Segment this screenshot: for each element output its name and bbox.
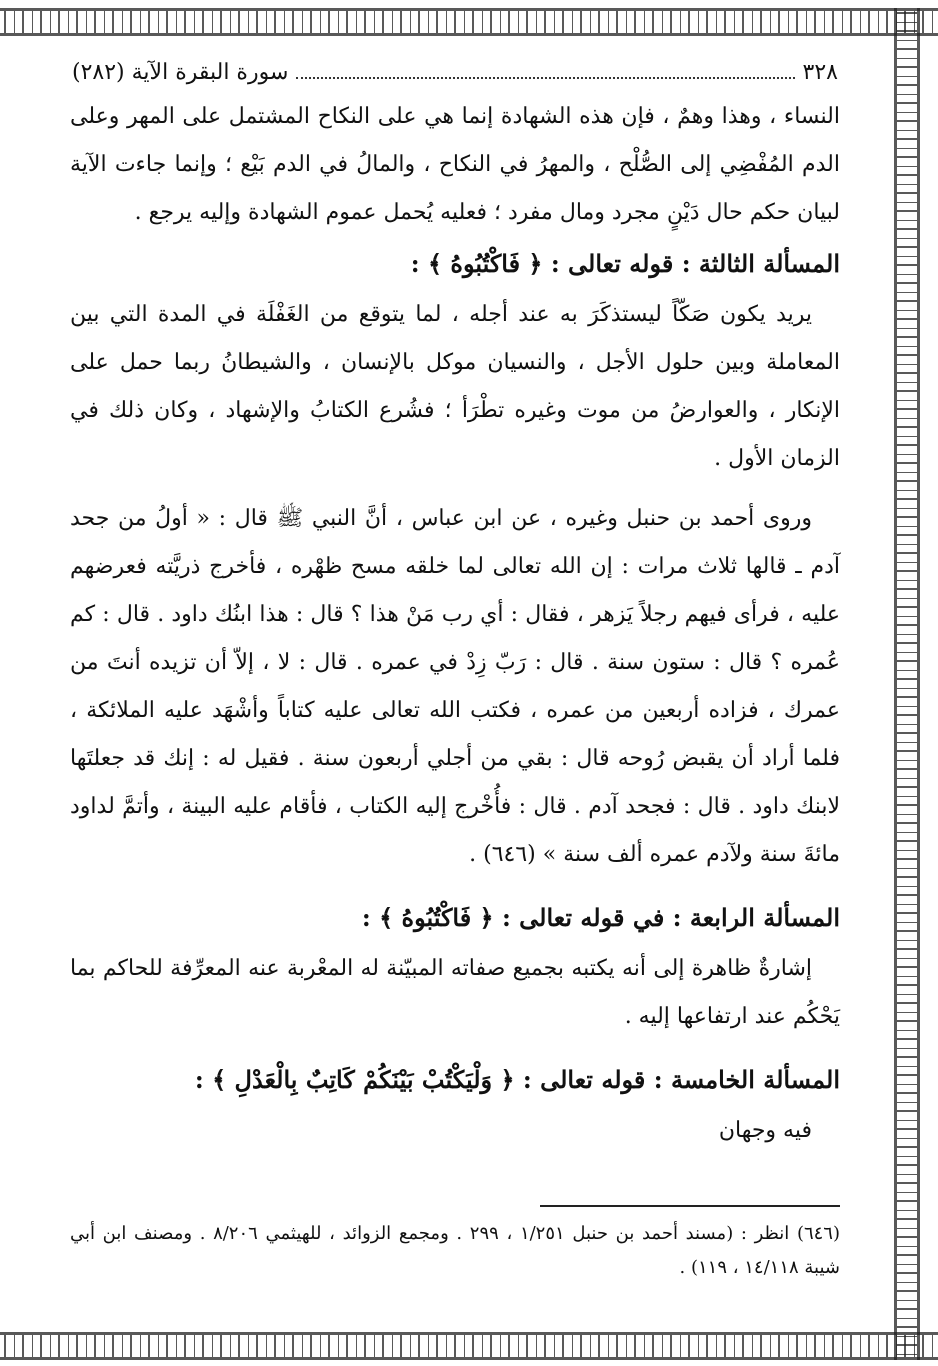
ornamental-border-right: [894, 8, 920, 1360]
footnote-separator: [540, 1205, 840, 1207]
page-running-title: سورة البقرة الآية (٢٨٢): [72, 60, 289, 85]
page-header: [70, 60, 840, 93]
paragraph-4: إشارةٌ ظاهرة إلى أنه يكتبه بجميع صفاته المبيّنة له المعْربة عنه المعرِّفة للحاكم بما يَحْكُم عند ارتفاعها إليه .: [70, 956, 840, 1029]
heading-third-issue: المسألة الثالثة : قوله تعالى : ﴿ فَاكْتُبُوهُ ﴾ :: [410, 249, 840, 278]
header-dots: [296, 67, 794, 79]
page-content: [70, 60, 840, 1320]
paragraph-3: وروى أحمد بن حنبل وغيره ، عن ابن عباس ، أنَّ النبي ﷺ قال : « أولُ من جحد آدم ـ قالها ثلاث مرات : إن الله تعالى لما خلقه مسح ظهْره ، فأخرج ذريَّته فعرضهم عليه ، فرأى فيهم رجلاً يَزهر ، فقال : أي رب مَنْ هذا ؟ قال : هذا ابنُك داود . قال : كم عُمره ؟ قال : ستون سنة . قال : رَبّ زِدْ في عمره . قال : لا ، إلاّ أن تزيده أنتَ من عمرك ، فزاده أربعين من عمره ، فكتب الله تعالى عليه كتاباً وأشْهَد عليه الملائكة ، فلما أراد أن يقبض رُوحه قال : بقي من أجلي أربعون سنة . فقيل له : إنك قد جعلتَها لابنك داود . قال : فجحد آدم . قال : فأُخْرج إليه الكتاب ، فأقام عليه البينة ، وأتمَّ لداود مائةَ سنة ولآدم عمره ألف سنة » (٦٤٦) .: [70, 506, 840, 867]
heading-fourth-issue: المسألة الرابعة : في قوله تعالى : ﴿ فَاكْتُبُوهُ ﴾ :: [361, 903, 840, 932]
ornamental-border-top: [0, 8, 938, 36]
heading-fifth-issue: المسألة الخامسة : قوله تعالى : ﴿ وَلْيَكْتُبْ بَيْنَكُمْ كَاتِبٌ بِالْعَدْلِ ﴾ :: [194, 1065, 840, 1094]
paragraph-2: يريد يكون صَكّاً ليستذكَرَ به عند أجله ، لما يتوقع من الغَفْلَة في المدة التي بين المعاملة وبين حلول الأجل ، والنسيان موكل بالإنسان ، والشيطانُ ربما حمل على الإنكار ، والعوارضُ من موت وغيره تطْرَأ ؛ فشُرع الكتابُ والإشهاد ، وكان ذلك في الزمان الأول .: [70, 302, 840, 471]
footnote: (٦٤٦) انظر : (مسند أحمد بن حنبل ١/٢٥١ ، ٢٩٩ . ومجمع الزوائد ، للهيثمي ٨/٢٠٦ . ومصنف ابن أبي شيبة ١٤/١١٨ ، ١١٩) .: [70, 1223, 841, 1278]
ornamental-border-bottom: [0, 1332, 938, 1360]
paragraph-1: النساء ، وهذا وهمٌ ، فإن هذه الشهادة إنما هي على النكاح المشتمل على المهر وعلى الدم المُفْضِي إلى الصُّلْح ، والمهرُ في النكاح ، والمالُ في الدم بَيْع ؛ وإنما جاءت الآية لبيان حكم حال دَيْنٍ مجرد ومال مفرد ؛ فعليه يُحمل عموم الشهادة وإليه يرجع .: [70, 104, 840, 225]
paragraph-5: فيه وجهان: [718, 1118, 812, 1143]
page-number: ٣٢٨: [802, 60, 838, 85]
